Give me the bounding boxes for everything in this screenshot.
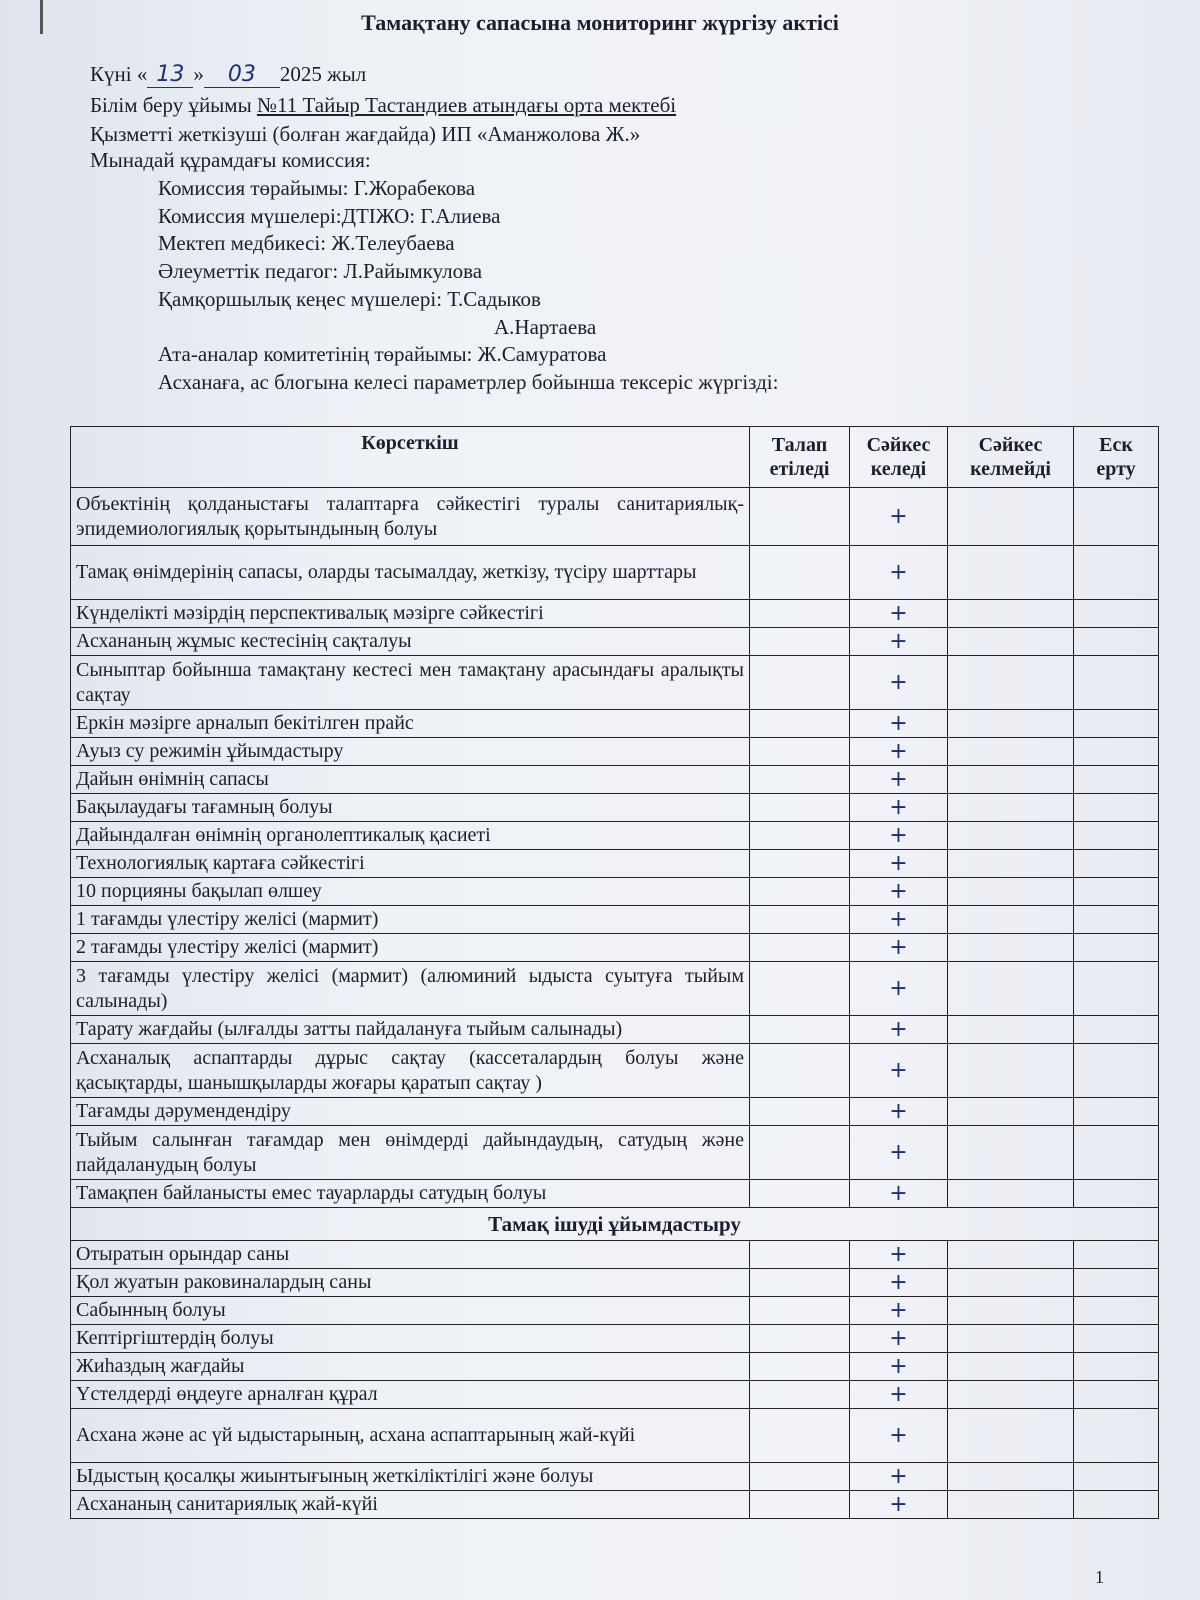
indicator-cell: Технологиялық картаға сәйкестігі: [71, 850, 750, 878]
required-cell: [750, 1241, 850, 1269]
date-prefix: Күні «: [90, 62, 148, 86]
indicator-cell: Тарату жағдайы (ылғалды затты пайдалануға тыйым салынады): [71, 1016, 750, 1044]
note-cell: [1074, 1409, 1159, 1463]
non-compliant-cell: [948, 794, 1074, 822]
indicator-cell: Жиһаздың жағдайы: [71, 1353, 750, 1381]
indicator-cell: Отыратын орындар саны: [71, 1241, 750, 1269]
compliant-mark: +: [850, 1241, 948, 1269]
note-cell: [1074, 488, 1159, 546]
date-day: 13: [147, 62, 193, 88]
compliant-mark: +: [850, 488, 948, 546]
note-cell: [1074, 1269, 1159, 1297]
table-row: [71, 1126, 1159, 1180]
date-middle: »: [193, 62, 204, 86]
required-cell: [750, 628, 850, 656]
required-cell: [750, 906, 850, 934]
required-cell: [750, 822, 850, 850]
note-cell: [1074, 1353, 1159, 1381]
non-compliant-cell: [948, 1044, 1074, 1098]
indicator-cell: Сабынның болуы: [71, 1297, 750, 1325]
required-cell: [750, 1353, 850, 1381]
note-cell: [1074, 1491, 1159, 1519]
compliant-mark: +: [850, 878, 948, 906]
indicator-cell: Дайын өнімнің сапасы: [71, 766, 750, 794]
required-cell: [750, 488, 850, 546]
compliant-mark: +: [850, 1044, 948, 1098]
table-row: [71, 766, 1159, 794]
header-required: Талап етіледі: [750, 427, 850, 488]
compliant-mark: +: [850, 906, 948, 934]
non-compliant-cell: [948, 766, 1074, 794]
indicator-cell: Үстелдерді өңдеуге арналған құрал: [71, 1381, 750, 1409]
table-row: [71, 850, 1159, 878]
indicator-cell: Сыныптар бойынша тамақтану кестесі мен тамақтану арасындағы аралықты сақтау: [71, 656, 750, 710]
compliant-mark: +: [850, 794, 948, 822]
note-cell: [1074, 546, 1159, 600]
required-cell: [750, 878, 850, 906]
non-compliant-cell: [948, 1180, 1074, 1208]
indicator-cell: 2 тағамды үлестіру желісі (мармит): [71, 934, 750, 962]
indicator-cell: Асхана және ас үй ыдыстарының, асхана аспаптарының жай-күйі: [71, 1409, 750, 1463]
table-row: [71, 878, 1159, 906]
required-cell: [750, 1409, 850, 1463]
compliant-mark: +: [850, 1297, 948, 1325]
table-row: [71, 794, 1159, 822]
page-number: 1: [1095, 1567, 1104, 1587]
note-cell: [1074, 1098, 1159, 1126]
non-compliant-cell: [948, 488, 1074, 546]
table-row: [71, 546, 1159, 600]
table-row: [71, 1297, 1159, 1325]
table-row: [71, 710, 1159, 738]
table-row: [71, 1325, 1159, 1353]
note-cell: [1074, 1463, 1159, 1491]
header-indicator: Көрсеткіш: [71, 427, 750, 488]
note-cell: [1074, 1297, 1159, 1325]
note-cell: [1074, 766, 1159, 794]
parents-committee-chair: Ата-аналар комитетінің төрайымы: Ж.Самуратова: [158, 342, 607, 366]
indicator-cell: Ауыз су режимін ұйымдастыру: [71, 738, 750, 766]
compliant-mark: +: [850, 1409, 948, 1463]
indicator-cell: Тамақ өнімдерінің сапасы, оларды тасымалдау, жеткізу, түсіру шарттары: [71, 546, 750, 600]
provider-line: Қызметті жеткізуші (болған жағдайда) ИП «Аманжолова Ж.»: [90, 122, 641, 146]
note-cell: [1074, 906, 1159, 934]
table-row: [71, 600, 1159, 628]
organization-label: Білім беру ұйымы: [90, 93, 257, 117]
date-month: 03: [204, 62, 280, 88]
non-compliant-cell: [948, 878, 1074, 906]
document-title: Тамақтану сапасына мониторинг жүргізу актісі: [361, 10, 839, 35]
compliant-mark: +: [850, 766, 948, 794]
compliant-mark: +: [850, 850, 948, 878]
school-nurse: Мектеп медбикесі: Ж.Телеубаева: [158, 231, 455, 255]
non-compliant-cell: [948, 1098, 1074, 1126]
required-cell: [750, 794, 850, 822]
required-cell: [750, 1381, 850, 1409]
note-cell: [1074, 1044, 1159, 1098]
table-row: [71, 1180, 1159, 1208]
compliant-mark: +: [850, 1463, 948, 1491]
note-cell: [1074, 710, 1159, 738]
required-cell: [750, 1297, 850, 1325]
compliant-mark: +: [850, 1126, 948, 1180]
monitoring-table: [70, 426, 1159, 1519]
table-row: [71, 1016, 1159, 1044]
note-cell: [1074, 822, 1159, 850]
table-row: [71, 656, 1159, 710]
non-compliant-cell: [948, 1409, 1074, 1463]
required-cell: [750, 1269, 850, 1297]
compliant-mark: +: [850, 1098, 948, 1126]
header-non-compliant: Сәйкес келмейді: [948, 427, 1074, 488]
section-title: Тамақ ішуді ұйымдастыру: [71, 1208, 1159, 1241]
trustee-member-2: А.Нартаева: [494, 315, 597, 339]
required-cell: [750, 962, 850, 1016]
trustee-member-1: Қамқоршылық кеңес мүшелері: Т.Садыков: [158, 287, 541, 311]
required-cell: [750, 1325, 850, 1353]
indicator-cell: 3 тағамды үлестіру желісі (мармит) (алюминий ыдыста суытуға тыйым салынады): [71, 962, 750, 1016]
table-row: [71, 1381, 1159, 1409]
required-cell: [750, 600, 850, 628]
table-row: [71, 1044, 1159, 1098]
note-cell: [1074, 656, 1159, 710]
non-compliant-cell: [948, 1241, 1074, 1269]
date-year: 2025 жыл: [279, 62, 367, 86]
table-row: [71, 934, 1159, 962]
note-cell: [1074, 962, 1159, 1016]
non-compliant-cell: [948, 1463, 1074, 1491]
table-row: [71, 1353, 1159, 1381]
compliant-mark: +: [850, 1325, 948, 1353]
header-note: Еск ерту: [1074, 427, 1159, 488]
table-row: [71, 1098, 1159, 1126]
note-cell: [1074, 1126, 1159, 1180]
table-row: [71, 1241, 1159, 1269]
indicator-cell: Дайындалған өнімнің органолептикалық қасиеті: [71, 822, 750, 850]
note-cell: [1074, 600, 1159, 628]
table-row: [71, 1491, 1159, 1519]
table-row: [71, 628, 1159, 656]
indicator-cell: Еркін мәзірге арналып бекітілген прайс: [71, 710, 750, 738]
compliant-mark: +: [850, 546, 948, 600]
required-cell: [750, 1463, 850, 1491]
required-cell: [750, 850, 850, 878]
non-compliant-cell: [948, 710, 1074, 738]
compliant-mark: +: [850, 822, 948, 850]
non-compliant-cell: [948, 656, 1074, 710]
non-compliant-cell: [948, 822, 1074, 850]
note-cell: [1074, 878, 1159, 906]
required-cell: [750, 1016, 850, 1044]
table-row: [71, 906, 1159, 934]
inspection-intro: Асханаға, ас блогына келесі параметрлер бойынша тексеріс жүргізді:: [158, 370, 779, 394]
note-cell: [1074, 1180, 1159, 1208]
non-compliant-cell: [948, 1016, 1074, 1044]
organization-name: №11 Тайыр Тастандиев атындағы орта мектебі: [256, 93, 677, 117]
indicator-cell: Кептіргіштердің болуы: [71, 1325, 750, 1353]
non-compliant-cell: [948, 962, 1074, 1016]
table-row: [71, 822, 1159, 850]
required-cell: [750, 934, 850, 962]
section-row: [71, 1208, 1159, 1241]
compliant-mark: +: [850, 738, 948, 766]
table-row: [71, 1409, 1159, 1463]
indicator-cell: Ыдыстың қосалқы жиынтығының жеткіліктілігі және болуы: [71, 1463, 750, 1491]
non-compliant-cell: [948, 1126, 1074, 1180]
date-line: [90, 62, 366, 88]
required-cell: [750, 546, 850, 600]
table-row: [71, 1463, 1159, 1491]
compliant-mark: +: [850, 934, 948, 962]
note-cell: [1074, 1016, 1159, 1044]
note-cell: [1074, 1381, 1159, 1409]
non-compliant-cell: [948, 546, 1074, 600]
social-pedagogue: Әлеуметтік педагог: Л.Райымкулова: [158, 259, 483, 283]
non-compliant-cell: [948, 1297, 1074, 1325]
required-cell: [750, 710, 850, 738]
compliant-mark: +: [850, 1381, 948, 1409]
indicator-cell: Асхананың санитариялық жай-күйі: [71, 1491, 750, 1519]
compliant-mark: +: [850, 1491, 948, 1519]
required-cell: [750, 1098, 850, 1126]
indicator-cell: Күнделікті мәзірдің перспективалық мәзірге сәйкестігі: [71, 600, 750, 628]
compliant-mark: +: [850, 600, 948, 628]
required-cell: [750, 738, 850, 766]
compliant-mark: +: [850, 1269, 948, 1297]
table-header-row: [71, 427, 1159, 488]
organization-line: [90, 93, 676, 118]
note-cell: [1074, 934, 1159, 962]
commission-chair: Комиссия төрайымы: Г.Жорабекова: [158, 176, 476, 200]
compliant-mark: +: [850, 628, 948, 656]
non-compliant-cell: [948, 1269, 1074, 1297]
non-compliant-cell: [948, 1353, 1074, 1381]
table-row: [71, 738, 1159, 766]
required-cell: [750, 656, 850, 710]
compliant-mark: +: [850, 1180, 948, 1208]
non-compliant-cell: [948, 1491, 1074, 1519]
commission-member: Комиссия мүшелері:ДТІЖО: Г.Алиева: [158, 204, 501, 228]
non-compliant-cell: [948, 1325, 1074, 1353]
indicator-cell: Тамақпен байланысты емес тауарларды сатудың болуы: [71, 1180, 750, 1208]
table-row: [71, 488, 1159, 546]
required-cell: [750, 1180, 850, 1208]
required-cell: [750, 1044, 850, 1098]
indicator-cell: 10 порцияны бақылап өлшеу: [71, 878, 750, 906]
compliant-mark: +: [850, 656, 948, 710]
indicator-cell: 1 тағамды үлестіру желісі (мармит): [71, 906, 750, 934]
required-cell: [750, 1491, 850, 1519]
indicator-cell: Тыйым салынған тағамдар мен өнімдерді дайындаудың, сатудың және пайдаланудың болуы: [71, 1126, 750, 1180]
note-cell: [1074, 1325, 1159, 1353]
compliant-mark: +: [850, 1353, 948, 1381]
table-row: [71, 962, 1159, 1016]
compliant-mark: +: [850, 962, 948, 1016]
indicator-cell: Асханалық аспаптарды дұрыс сақтау (кассеталардың болуы және қасықтарды, шанышқыларды жоғары қаратып сақтау ): [71, 1044, 750, 1098]
note-cell: [1074, 738, 1159, 766]
indicator-cell: Тағамды дәрумендендіру: [71, 1098, 750, 1126]
header-compliant: Сәйкес келеді: [850, 427, 948, 488]
non-compliant-cell: [948, 1381, 1074, 1409]
table-row: [71, 1269, 1159, 1297]
indicator-cell: Объектінің қолданыстағы талаптарға сәйкестігі туралы санитариялық-эпидемиологиялық қорытындының болуы: [71, 488, 750, 546]
indicator-cell: Асхананың жұмыс кестесінің сақталуы: [71, 628, 750, 656]
required-cell: [750, 1126, 850, 1180]
note-cell: [1074, 1241, 1159, 1269]
compliant-mark: +: [850, 710, 948, 738]
note-cell: [1074, 794, 1159, 822]
indicator-cell: Қол жуатын раковиналардың саны: [71, 1269, 750, 1297]
note-cell: [1074, 850, 1159, 878]
indicator-cell: Бақылаудағы тағамның болуы: [71, 794, 750, 822]
commission-intro: Мынадай құрамдағы комиссия:: [90, 148, 371, 172]
non-compliant-cell: [948, 738, 1074, 766]
note-cell: [1074, 628, 1159, 656]
non-compliant-cell: [948, 906, 1074, 934]
required-cell: [750, 766, 850, 794]
non-compliant-cell: [948, 934, 1074, 962]
non-compliant-cell: [948, 600, 1074, 628]
non-compliant-cell: [948, 628, 1074, 656]
compliant-mark: +: [850, 1016, 948, 1044]
non-compliant-cell: [948, 850, 1074, 878]
